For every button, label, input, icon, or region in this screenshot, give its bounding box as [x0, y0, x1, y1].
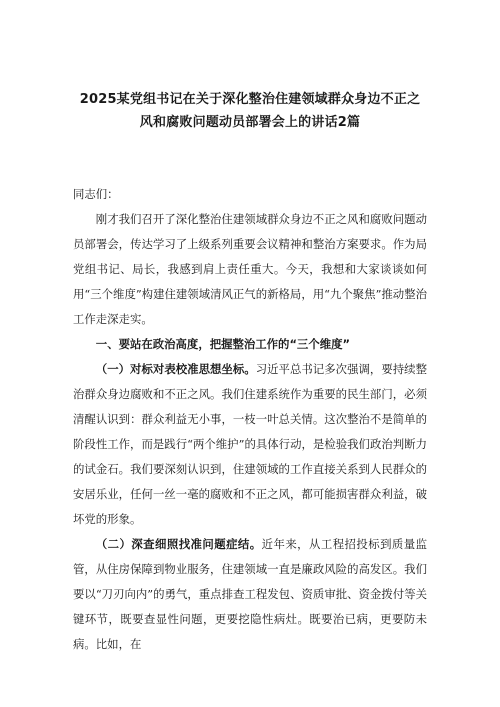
document-body [73, 182, 427, 657]
salutation: 同志们： [73, 187, 119, 201]
intro-paragraph: 刚才我们召开了深化整治住建领域群众身边不正之风和腐败问题动员部署会，传达学习了上级系列重要会议精神和整治方案要求。作为局党组书记、局长，我感到肩上责任重大。今天，我想和大家谈谈如何用“三个维度”构建住建领域清风正气的新格局，用“九个聚焦”推动整治工作走深走实。 [73, 212, 427, 326]
paragraph-2-text: 近年来，从工程招投标到质量监管，从住房保障到物业服务，住建领域一直是廉政风险的高发区。我们要以“刀刃向内”的勇气，重点排查工程发包、资质审批、资金拨付等关键环节，既要查显性问题，更要挖隐性病灶。既要治已病，更要防未病。比如，在 [73, 537, 427, 651]
paragraph-1-text: 习近平总书记多次强调，要持续整治群众身边腐败和不正之风。我们住建系统作为重要的民生部门，必须清醒认识到：群众利益无小事，一枝一叶总关情。这次整治不是简单的阶段性工作，而是践行“两个维护”的具体行动，是检验我们政治判断力的试金石。我们要深刻认识到，住建领域的工作直接关系到人民群众的安居乐业，任何一丝一毫的腐败和不正之风，都可能损害群众利益，破坏党的形象。 [73, 362, 427, 526]
title-line-1: 2025某党组书记在关于深化整治住建领域群众身边不正之 [79, 92, 421, 107]
paragraph-1 [73, 357, 427, 532]
title-line-2: 风和腐败问题动员部署会上的讲话2篇 [139, 115, 361, 130]
section-1-heading: 一、要站在政治高度，把握整治工作的“三个维度” [95, 337, 350, 351]
document-title [60, 88, 440, 134]
paragraph-2 [73, 532, 427, 657]
paragraph-2-lead: （二）深查细照找准问题症结。 [95, 537, 262, 551]
paragraph-1-lead: （一）对标对表校准思想坐标。 [95, 362, 256, 376]
